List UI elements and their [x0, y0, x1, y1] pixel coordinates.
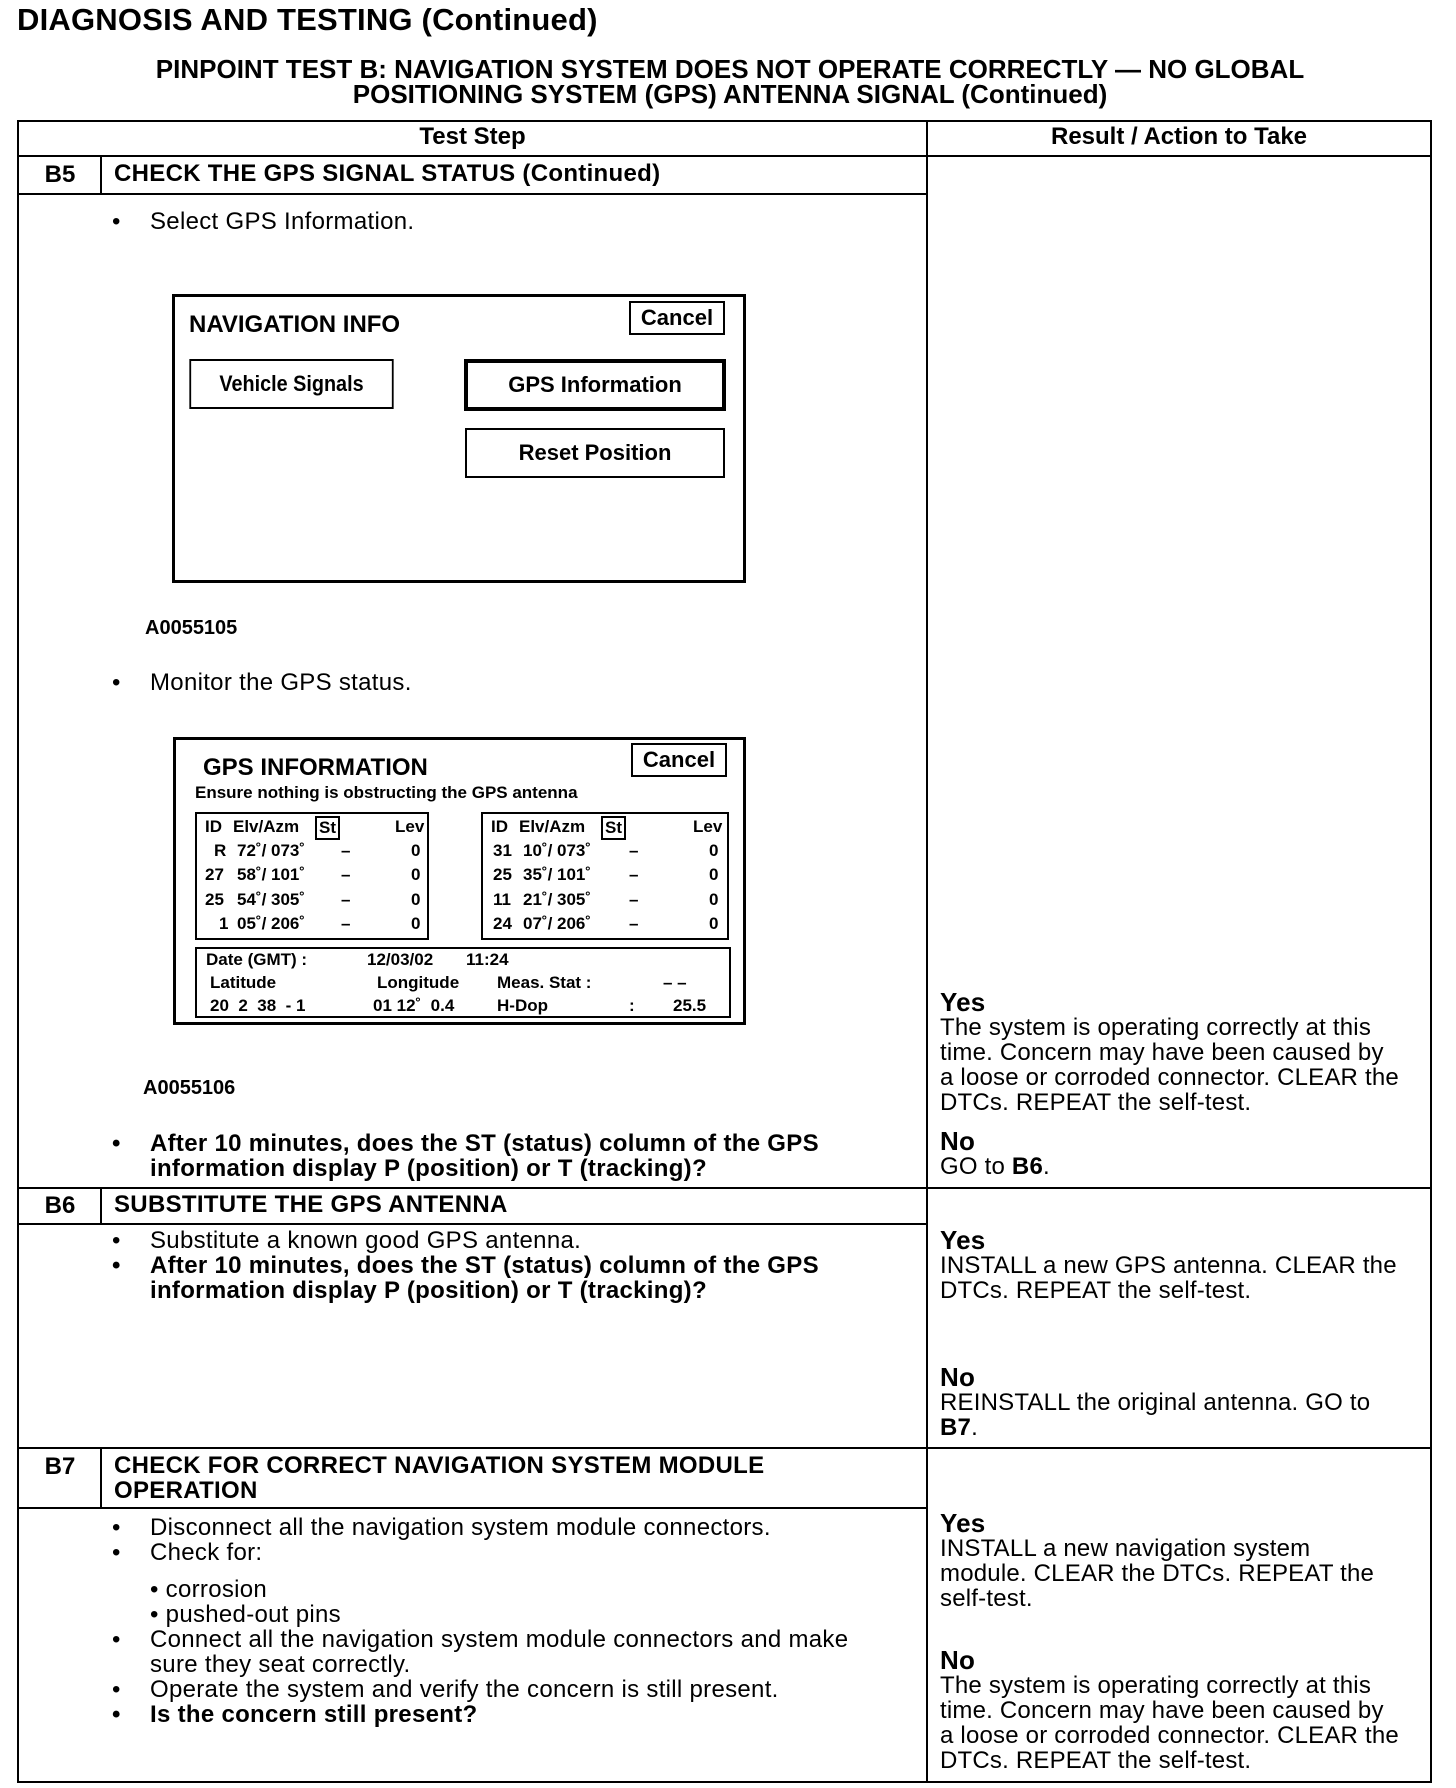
sat-row: 25 35˚/ 101˚ – 0: [493, 865, 719, 884]
col-test-step: Test Step: [419, 123, 526, 150]
vehicle-signals-button[interactable]: Vehicle Signals: [189, 359, 393, 409]
b6-title-rule: [17, 1223, 927, 1225]
time-value: 11:24: [466, 950, 509, 969]
column-divider: [926, 120, 928, 1783]
satellite-table-right: [481, 812, 729, 940]
meas-stat-value: – –: [663, 973, 687, 992]
b6-step-id: B6: [44, 1192, 76, 1219]
b6-id-divider: [100, 1187, 102, 1225]
b5-step-title: CHECK THE GPS SIGNAL STATUS (Continued): [114, 160, 661, 187]
b6-result-yes: Yes INSTALL a new GPS antenna. CLEAR the DTCs. REPEAT the self-test.: [940, 1228, 1430, 1303]
b5-question: • After 10 minutes, does the ST (status) column of the GPS information display P (position) or T (tracking)?: [112, 1130, 819, 1182]
gps-information-title: GPS INFORMATION: [203, 754, 428, 781]
b7-id-divider: [100, 1447, 102, 1509]
sat-row: 31 10˚/ 073˚ – 0: [493, 841, 719, 860]
b5-title-rule: [17, 193, 927, 195]
b5-result-yes: Yes The system is operating correctly at this time. Concern may have been caused by a loose or corroded connector. CLEAR the DTCs. REPEAT the self-test.: [940, 990, 1430, 1115]
latitude-label: Latitude: [210, 973, 277, 992]
meas-stat-label: Meas. Stat :: [497, 973, 592, 992]
page-heading: DIAGNOSIS AND TESTING (Continued): [17, 2, 598, 37]
b6-yes-label: Yes: [940, 1225, 986, 1255]
hdop-colon: :: [629, 996, 635, 1015]
longitude-value: 01 12˚ 0.4: [373, 996, 455, 1015]
b7-check-pins: • pushed-out pins: [150, 1601, 341, 1628]
date-label: Date (GMT) :: [206, 950, 308, 969]
b7-title-rule: [17, 1507, 927, 1509]
b6-bullet-substitute: • Substitute a known good GPS antenna.: [112, 1227, 582, 1254]
b5-bullet-select: • Select GPS Information.: [112, 208, 415, 235]
sat-row: 11 21˚/ 305˚ – 0: [493, 890, 719, 909]
sat-row: 25 54˚/ 305˚ – 0: [205, 890, 421, 909]
header-rule: [17, 155, 1432, 157]
sat-row: 27 58˚/ 101˚ – 0: [205, 865, 421, 884]
hdr-st: St: [601, 816, 626, 840]
navigation-info-screen: [172, 294, 746, 583]
figure-id-a0055106: A0055106: [143, 1077, 236, 1099]
b6-question: • After 10 minutes, does the ST (status) column of the GPS information display P (position) or T (tracking)?: [112, 1252, 819, 1304]
latitude-value: 20 2 38 - 1: [210, 996, 306, 1015]
b5-step-id: B5: [44, 161, 76, 188]
b7-result-no: No The system is operating correctly at this time. Concern may have been caused by a loose or corroded connector. CLEAR the DTCs. REPEAT the self-test.: [940, 1648, 1430, 1773]
pinpoint-test-title-line2: POSITIONING SYSTEM (GPS) ANTENNA SIGNAL (Continued): [352, 79, 1108, 109]
b6-step-title: SUBSTITUTE THE GPS ANTENNA: [114, 1191, 508, 1218]
b7-check-corrosion: • corrosion: [150, 1576, 268, 1603]
b5-id-divider: [100, 155, 102, 194]
gps-information-button[interactable]: GPS Information: [464, 359, 726, 411]
b5-yes-label: Yes: [940, 987, 986, 1017]
hdr-lev: Lev: [395, 817, 425, 836]
b7-question: • Is the concern still present?: [112, 1701, 478, 1728]
hdr-st: St: [315, 816, 340, 840]
b6-top-rule: [17, 1187, 1432, 1189]
b5-result-no: No GO to B6.: [940, 1129, 1430, 1179]
b5-no-label: No: [940, 1126, 976, 1156]
satellite-table-left: [195, 812, 429, 940]
gps-information-screen: [173, 737, 746, 1025]
b5-bullet-monitor: • Monitor the GPS status.: [112, 669, 412, 696]
gps-info-cancel-button[interactable]: Cancel: [631, 743, 727, 777]
nav-info-cancel-button[interactable]: Cancel: [629, 301, 725, 335]
longitude-label: Longitude: [377, 973, 460, 992]
b6-result-no: No REINSTALL the original antenna. GO to B7.: [940, 1365, 1430, 1440]
gps-position-info: [195, 947, 731, 1018]
b7-yes-label: Yes: [940, 1508, 986, 1538]
figure-id-a0055105: A0055105: [145, 617, 238, 639]
sat-row: 1 05˚/ 206˚ – 0: [219, 914, 421, 933]
b7-top-rule: [17, 1447, 1432, 1449]
b6-no-label: No: [940, 1362, 976, 1392]
b7-step-id: B7: [44, 1453, 76, 1480]
sat-header-row: [483, 817, 727, 840]
hdop-label: H-Dop: [497, 996, 548, 1015]
pinpoint-test-title: [60, 54, 1400, 109]
navigation-info-title: NAVIGATION INFO: [189, 311, 401, 338]
go-to-b6: B6: [1011, 1153, 1043, 1180]
go-to-b7: B7: [940, 1414, 972, 1441]
b7-result-yes: Yes INSTALL a new navigation system module. CLEAR the DTCs. REPEAT the self-test.: [940, 1511, 1430, 1611]
sat-row: 24 07˚/ 206˚ – 0: [493, 914, 719, 933]
col-result: Result / Action to Take: [1050, 123, 1308, 150]
hdop-value: 25.5: [673, 996, 707, 1015]
b7-bullet-connect: • Connect all the navigation system module connectors and make sure they seat correctly.: [112, 1626, 849, 1678]
b7-bullet-disconnect: • Disconnect all the navigation system module connectors.: [112, 1514, 771, 1541]
hdr-lev: Lev: [693, 817, 723, 836]
date-value: 12/03/02: [367, 950, 434, 969]
b7-bullet-operate: • Operate the system and verify the concern is still present.: [112, 1676, 779, 1703]
gps-antenna-note: Ensure nothing is obstructing the GPS antenna: [195, 783, 578, 802]
hdr-id: ID: [491, 817, 508, 836]
sat-header-row: [197, 817, 427, 840]
b7-no-label: No: [940, 1645, 976, 1675]
hdr-elv-azm: Elv/Azm: [233, 817, 300, 836]
pinpoint-test-title-line1: PINPOINT TEST B: NAVIGATION SYSTEM DOES NOT OPERATE CORRECTLY — NO GLOBAL: [155, 54, 1305, 84]
sat-row: R 72˚/ 073˚ – 0: [214, 841, 421, 860]
hdr-elv-azm: Elv/Azm: [519, 817, 586, 836]
b7-step-title: CHECK FOR CORRECT NAVIGATION SYSTEM MODULE OPERATION: [114, 1452, 765, 1504]
reset-position-button[interactable]: Reset Position: [465, 428, 725, 478]
b7-bullet-check: • Check for:: [112, 1539, 263, 1566]
hdr-id: ID: [205, 817, 222, 836]
